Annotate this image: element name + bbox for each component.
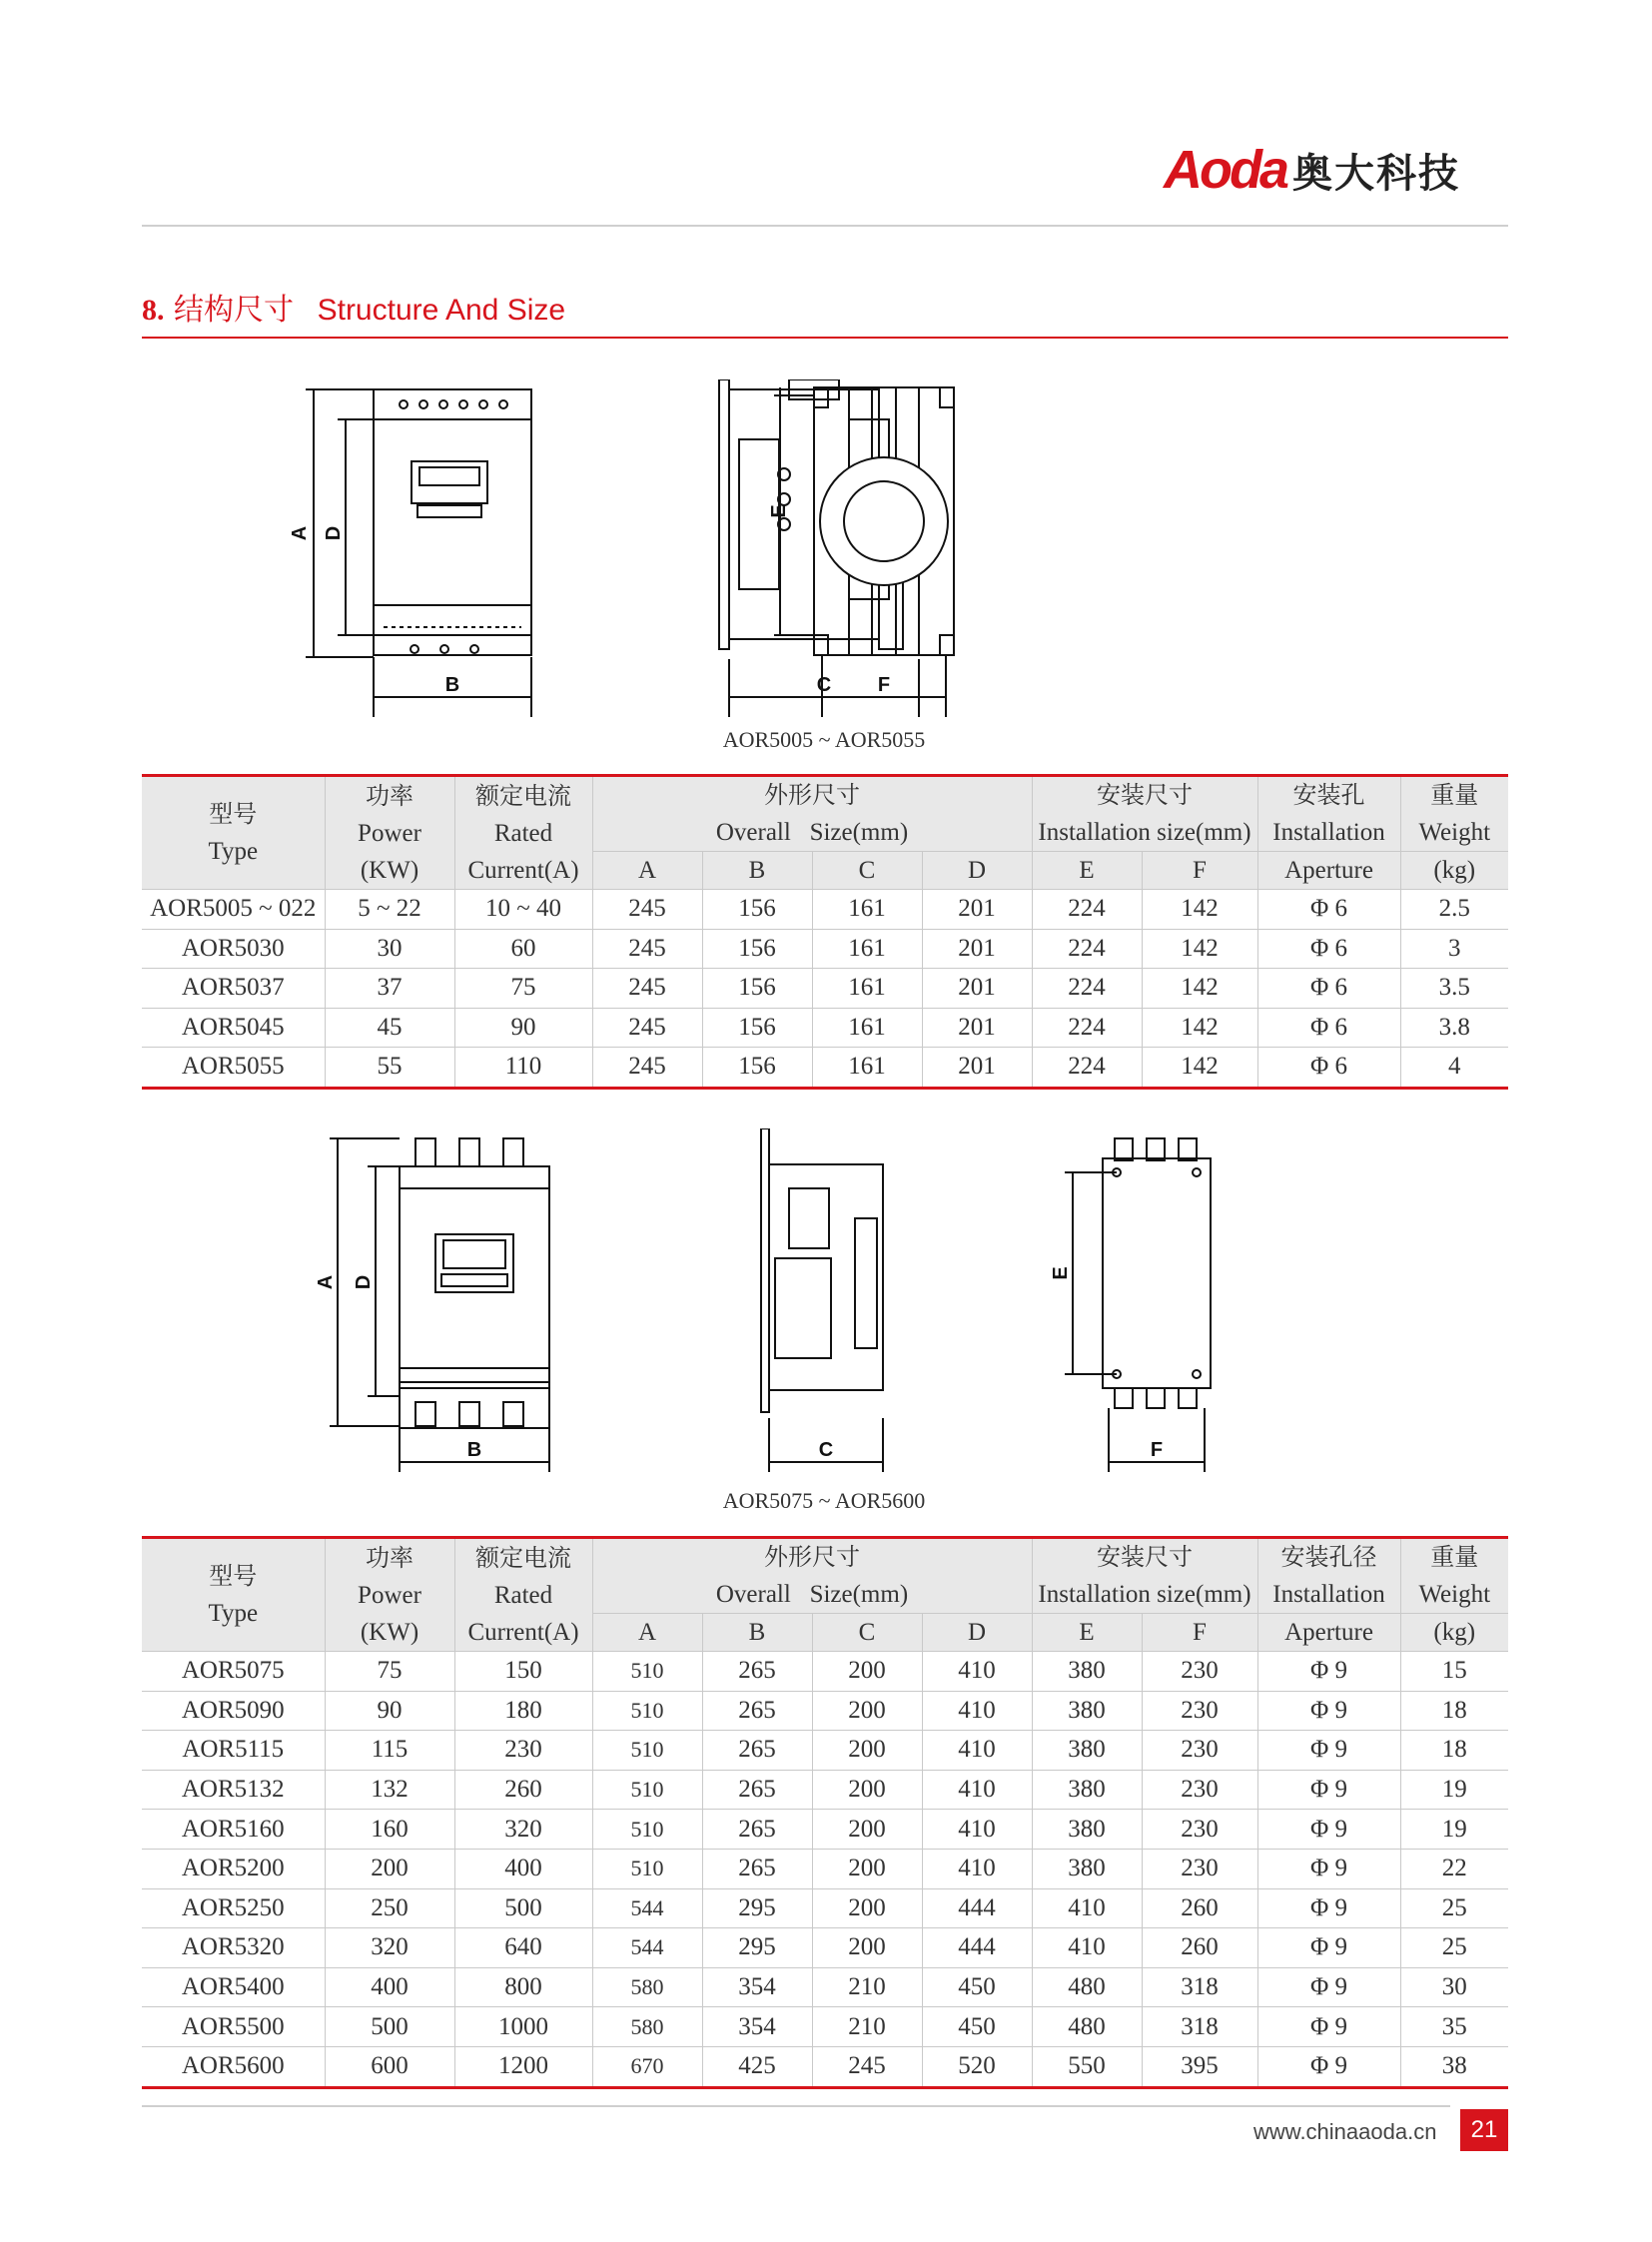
table-cell: 200	[812, 1810, 922, 1850]
drawings-large-frame	[300, 1128, 1358, 1478]
table-cell: 395	[1142, 2046, 1257, 2087]
table-cell: 510	[592, 1652, 702, 1692]
table-cell: 160	[325, 1810, 454, 1850]
table-cell: AOR5132	[142, 1770, 325, 1810]
table-cell: 318	[1142, 1967, 1257, 2007]
table-cell: 201	[922, 969, 1032, 1009]
side-view-2	[761, 1128, 883, 1472]
table-row	[142, 1008, 1508, 1048]
table-cell: 320	[325, 1928, 454, 1968]
header-aperture-en-2: Aperture	[1257, 1614, 1400, 1652]
table-cell: 510	[592, 1731, 702, 1771]
table-cell: 35	[1400, 2007, 1508, 2047]
table-cell: 142	[1142, 929, 1257, 969]
table-cell: 224	[1032, 929, 1142, 969]
header-power: 功率 Power (KW)	[325, 776, 454, 890]
header-overall-en: Overall Size(mm)	[592, 814, 1032, 852]
table-cell: 224	[1032, 890, 1142, 930]
table-cell: 510	[592, 1810, 702, 1850]
table-cell: AOR5600	[142, 2046, 325, 2087]
table-cell: Φ 9	[1257, 2007, 1400, 2047]
table-cell: 444	[922, 1888, 1032, 1928]
table-cell: 201	[922, 1008, 1032, 1048]
table-cell: 30	[1400, 1967, 1508, 2007]
table-cell: Φ 9	[1257, 1691, 1400, 1731]
table-cell: 245	[592, 1008, 702, 1048]
header-weight-2: 重量 Weight	[1400, 1538, 1508, 1614]
table-cell: 25	[1400, 1928, 1508, 1968]
dim-label-a: A	[289, 525, 311, 541]
table-cell: 201	[922, 1048, 1032, 1089]
table-cell: 410	[922, 1652, 1032, 1692]
table-cell: 480	[1032, 2007, 1142, 2047]
table-cell: Φ 9	[1257, 1928, 1400, 1968]
table-cell: 3	[1400, 929, 1508, 969]
table-cell: 500	[325, 2007, 454, 2047]
table-cell: Φ 6	[1257, 890, 1400, 930]
table-cell: 3.5	[1400, 969, 1508, 1009]
dim-label-c: C	[816, 674, 832, 696]
section-divider	[142, 337, 1508, 339]
table-cell: AOR5037	[142, 969, 325, 1009]
table-cell: 55	[325, 1048, 454, 1089]
table-cell: 265	[702, 1849, 812, 1888]
table-cell: AOR5075	[142, 1652, 325, 1692]
table-cell: 230	[1142, 1731, 1257, 1771]
header-divider	[142, 225, 1508, 227]
logo-wordmark: Aoda	[1164, 140, 1286, 200]
table-cell: 22	[1400, 1849, 1508, 1888]
table-row	[142, 1691, 1508, 1731]
header-overall-2: 外形尺寸	[592, 1538, 1032, 1577]
table-cell: 200	[812, 1731, 922, 1771]
table-cell: 318	[1142, 2007, 1257, 2047]
table-cell: 5 ~ 22	[325, 890, 454, 930]
table-cell: 150	[454, 1652, 592, 1692]
table-cell: 10 ~ 40	[454, 890, 592, 930]
table-cell: 410	[1032, 1928, 1142, 1968]
table-cell: 156	[702, 1048, 812, 1089]
table-cell: 210	[812, 2007, 922, 2047]
table-cell: 230	[1142, 1652, 1257, 1692]
table-cell: 500	[454, 1888, 592, 1928]
header-install: 安装尺寸	[1032, 776, 1257, 815]
table-cell: AOR5160	[142, 1810, 325, 1850]
header-aperture-2: 安装孔径 Installation	[1257, 1538, 1400, 1614]
table-cell: 245	[592, 890, 702, 930]
table-cell: 156	[702, 929, 812, 969]
header-c-2: C	[812, 1614, 922, 1652]
table-cell: 245	[592, 1048, 702, 1089]
table-cell: 295	[702, 1928, 812, 1968]
table-cell: 550	[1032, 2046, 1142, 2087]
table-cell: 200	[812, 1928, 922, 1968]
header-b: B	[702, 852, 812, 890]
table-cell: 450	[922, 1967, 1032, 2007]
table-cell: AOR5115	[142, 1731, 325, 1771]
table-cell: 410	[1032, 1888, 1142, 1928]
table-cell: 800	[454, 1967, 592, 2007]
table-cell: AOR5320	[142, 1928, 325, 1968]
dim-label-c-2: C	[818, 1439, 834, 1461]
header-f: F	[1142, 852, 1257, 890]
table-cell: Φ 6	[1257, 1048, 1400, 1089]
table-cell: 260	[1142, 1928, 1257, 1968]
section-number: 8.	[142, 294, 165, 327]
table-cell: 380	[1032, 1731, 1142, 1771]
table-cell: 38	[1400, 2046, 1508, 2087]
table-cell: 380	[1032, 1810, 1142, 1850]
table-cell: 410	[922, 1731, 1032, 1771]
table-cell: 156	[702, 890, 812, 930]
table-cell: Φ 6	[1257, 1008, 1400, 1048]
header-overall-en-2: Overall Size(mm)	[592, 1576, 1032, 1614]
table-cell: 230	[454, 1731, 592, 1771]
table-cell: 224	[1032, 1048, 1142, 1089]
table-cell: 200	[812, 1770, 922, 1810]
table-cell: 200	[812, 1652, 922, 1692]
table-cell: 295	[702, 1888, 812, 1928]
table-cell: Φ 9	[1257, 1888, 1400, 1928]
table-cell: 520	[922, 2046, 1032, 2087]
header-overall: 外形尺寸	[592, 776, 1032, 815]
table-cell: 161	[812, 929, 922, 969]
table-cell: 110	[454, 1048, 592, 1089]
table-cell: 25	[1400, 1888, 1508, 1928]
table-cell: 580	[592, 2007, 702, 2047]
table-cell: 410	[922, 1810, 1032, 1850]
table-cell: AOR5250	[142, 1888, 325, 1928]
table-cell: AOR5500	[142, 2007, 325, 2047]
table-cell: 544	[592, 1888, 702, 1928]
table-cell: 480	[1032, 1967, 1142, 2007]
table-cell: 230	[1142, 1810, 1257, 1850]
header-e: E	[1032, 852, 1142, 890]
table-cell: Φ 9	[1257, 1967, 1400, 2007]
spec-table-large	[142, 1536, 1508, 2089]
table-cell: 380	[1032, 1770, 1142, 1810]
table-cell: Φ 6	[1257, 929, 1400, 969]
table-row	[142, 1849, 1508, 1888]
table-row	[142, 1770, 1508, 1810]
table-cell: Φ 9	[1257, 1652, 1400, 1692]
table-cell: 544	[592, 1928, 702, 1968]
dim-label-d: D	[323, 525, 345, 541]
table-cell: 161	[812, 1048, 922, 1089]
drawing-caption-2: AOR5075 ~ AOR5600	[722, 1488, 926, 1513]
table-cell: AOR5045	[142, 1008, 325, 1048]
header-type: 型号 Type	[142, 776, 325, 890]
header-weight: 重量 Weight	[1400, 776, 1508, 852]
table-cell: 230	[1142, 1691, 1257, 1731]
header-install-en: Installation size(mm)	[1032, 814, 1257, 852]
table-cell: 18	[1400, 1691, 1508, 1731]
table-cell: 245	[592, 969, 702, 1009]
table-cell: 260	[454, 1770, 592, 1810]
table-cell: 115	[325, 1731, 454, 1771]
header-weight-unit: (kg)	[1400, 852, 1508, 890]
table-row	[142, 1652, 1508, 1692]
header-a: A	[592, 852, 702, 890]
front-view-1	[306, 389, 531, 717]
header-current-2: 额定电流 Rated Current(A)	[454, 1538, 592, 1652]
header-type-2: 型号 Type	[142, 1538, 325, 1652]
table-cell: 265	[702, 1810, 812, 1850]
table-cell: 400	[454, 1849, 592, 1888]
table-row	[142, 1928, 1508, 1968]
table-cell: 18	[1400, 1731, 1508, 1771]
table-cell: 200	[325, 1849, 454, 1888]
table-cell: 4	[1400, 1048, 1508, 1089]
header-aperture-en: Aperture	[1257, 852, 1400, 890]
header-aperture: 安装孔 Installation	[1257, 776, 1400, 852]
brand-logo	[1164, 140, 1460, 200]
table-cell: 142	[1142, 890, 1257, 930]
table-cell: 90	[325, 1691, 454, 1731]
table-cell: AOR5005 ~ 022	[142, 890, 325, 930]
table-cell: 142	[1142, 1008, 1257, 1048]
table-row	[142, 929, 1508, 969]
spec-table-small-body	[142, 890, 1508, 1089]
table-cell: 156	[702, 969, 812, 1009]
table-row	[142, 1731, 1508, 1771]
header-e-2: E	[1032, 1614, 1142, 1652]
table-cell: 354	[702, 2007, 812, 2047]
table-cell: 142	[1142, 1048, 1257, 1089]
dim-label-e: E	[768, 504, 790, 518]
header-a-2: A	[592, 1614, 702, 1652]
table-cell: 210	[812, 1967, 922, 2007]
dim-label-d-2: D	[353, 1274, 375, 1290]
table-row	[142, 1967, 1508, 2007]
table-cell: 425	[702, 2046, 812, 2087]
table-cell: 132	[325, 1770, 454, 1810]
table-cell: 1200	[454, 2046, 592, 2087]
table-cell: 640	[454, 1928, 592, 1968]
table-cell: 510	[592, 1849, 702, 1888]
table-cell: 320	[454, 1810, 592, 1850]
table-cell: 200	[812, 1888, 922, 1928]
drawings-small-frame	[280, 379, 1358, 719]
header-power-2: 功率 Power (KW)	[325, 1538, 454, 1652]
table-cell: 142	[1142, 969, 1257, 1009]
table-cell: AOR5200	[142, 1849, 325, 1888]
table-cell: 400	[325, 1967, 454, 2007]
table-cell: Φ 9	[1257, 1770, 1400, 1810]
spec-table-large-body	[142, 1652, 1508, 2088]
table-cell: 200	[812, 1849, 922, 1888]
table-cell: 380	[1032, 1691, 1142, 1731]
dim-label-b: B	[444, 674, 460, 696]
section-title	[142, 285, 565, 329]
header-weight-unit-2: (kg)	[1400, 1614, 1508, 1652]
table-cell: 380	[1032, 1849, 1142, 1888]
header-install-2: 安装尺寸	[1032, 1538, 1257, 1577]
table-cell: 354	[702, 1967, 812, 2007]
table-cell: 224	[1032, 1008, 1142, 1048]
table-cell: 450	[922, 2007, 1032, 2047]
table-cell: 600	[325, 2046, 454, 2087]
heatsink-view-1	[774, 387, 954, 717]
table-cell: 245	[592, 929, 702, 969]
header-d: D	[922, 852, 1032, 890]
table-row	[142, 1888, 1508, 1928]
table-cell: 410	[922, 1770, 1032, 1810]
table-cell: Φ 9	[1257, 1810, 1400, 1850]
section-title-cn: 结构尺寸	[174, 293, 295, 328]
table-cell: 90	[454, 1008, 592, 1048]
table-cell: Φ 9	[1257, 2046, 1400, 2087]
page-number: 21	[1460, 2109, 1508, 2151]
spec-table-small	[142, 774, 1508, 1090]
table-row	[142, 890, 1508, 930]
header-b-2: B	[702, 1614, 812, 1652]
table-row	[142, 2007, 1508, 2047]
back-view-2	[1065, 1138, 1211, 1472]
table-cell: 245	[812, 2046, 922, 2087]
drawing-caption-1: AOR5005 ~ AOR5055	[722, 727, 926, 752]
table-cell: 19	[1400, 1810, 1508, 1850]
dim-label-a-2: A	[315, 1274, 337, 1290]
footer-url: www.chinaaoda.cn	[1253, 2119, 1437, 2144]
footer-divider	[142, 2105, 1450, 2107]
table-cell: 37	[325, 969, 454, 1009]
table-cell: 2.5	[1400, 890, 1508, 930]
table-cell: 265	[702, 1652, 812, 1692]
table-cell: 265	[702, 1770, 812, 1810]
table-row	[142, 969, 1508, 1009]
table-cell: 201	[922, 890, 1032, 930]
table-cell: 161	[812, 1008, 922, 1048]
table-cell: 250	[325, 1888, 454, 1928]
table-row	[142, 2046, 1508, 2087]
table-cell: 510	[592, 1770, 702, 1810]
table-cell: 230	[1142, 1770, 1257, 1810]
logo-chinese-name: 奥大科技	[1292, 150, 1460, 197]
dim-label-e-2: E	[1050, 1266, 1072, 1280]
header-install-en-2: Installation size(mm)	[1032, 1576, 1257, 1614]
table-cell: 410	[922, 1849, 1032, 1888]
table-cell: 410	[922, 1691, 1032, 1731]
header-c: C	[812, 852, 922, 890]
table-cell: 510	[592, 1691, 702, 1731]
front-view-2	[330, 1138, 549, 1472]
table-cell: AOR5400	[142, 1967, 325, 2007]
table-cell: 1000	[454, 2007, 592, 2047]
dim-label-f-2: F	[1150, 1439, 1164, 1461]
header-f-2: F	[1142, 1614, 1257, 1652]
table-cell: AOR5030	[142, 929, 325, 969]
dim-label-b-2: B	[466, 1439, 482, 1461]
table-cell: 15	[1400, 1652, 1508, 1692]
table-cell: 60	[454, 929, 592, 969]
table-cell: 75	[454, 969, 592, 1009]
table-cell: Φ 9	[1257, 1731, 1400, 1771]
table-cell: 161	[812, 890, 922, 930]
table-cell: 30	[325, 929, 454, 969]
header-d-2: D	[922, 1614, 1032, 1652]
table-cell: 380	[1032, 1652, 1142, 1692]
table-cell: 19	[1400, 1770, 1508, 1810]
table-cell: 230	[1142, 1849, 1257, 1888]
table-cell: Φ 6	[1257, 969, 1400, 1009]
table-cell: 45	[325, 1008, 454, 1048]
table-cell: 3.8	[1400, 1008, 1508, 1048]
table-cell: 200	[812, 1691, 922, 1731]
table-cell: 444	[922, 1928, 1032, 1968]
table-cell: 265	[702, 1731, 812, 1771]
table-cell: 201	[922, 929, 1032, 969]
header-current: 额定电流 Rated Current(A)	[454, 776, 592, 890]
table-cell: 670	[592, 2046, 702, 2087]
dim-label-f: F	[877, 674, 891, 696]
table-cell: 75	[325, 1652, 454, 1692]
table-cell: AOR5055	[142, 1048, 325, 1089]
table-cell: 180	[454, 1691, 592, 1731]
table-cell: 580	[592, 1967, 702, 2007]
table-cell: 156	[702, 1008, 812, 1048]
table-cell: 161	[812, 969, 922, 1009]
table-cell: AOR5090	[142, 1691, 325, 1731]
table-cell: 224	[1032, 969, 1142, 1009]
table-cell: 260	[1142, 1888, 1257, 1928]
section-title-en: Structure And Size	[317, 294, 566, 327]
table-cell: Φ 9	[1257, 1849, 1400, 1888]
table-row	[142, 1048, 1508, 1089]
table-cell: 265	[702, 1691, 812, 1731]
table-row	[142, 1810, 1508, 1850]
